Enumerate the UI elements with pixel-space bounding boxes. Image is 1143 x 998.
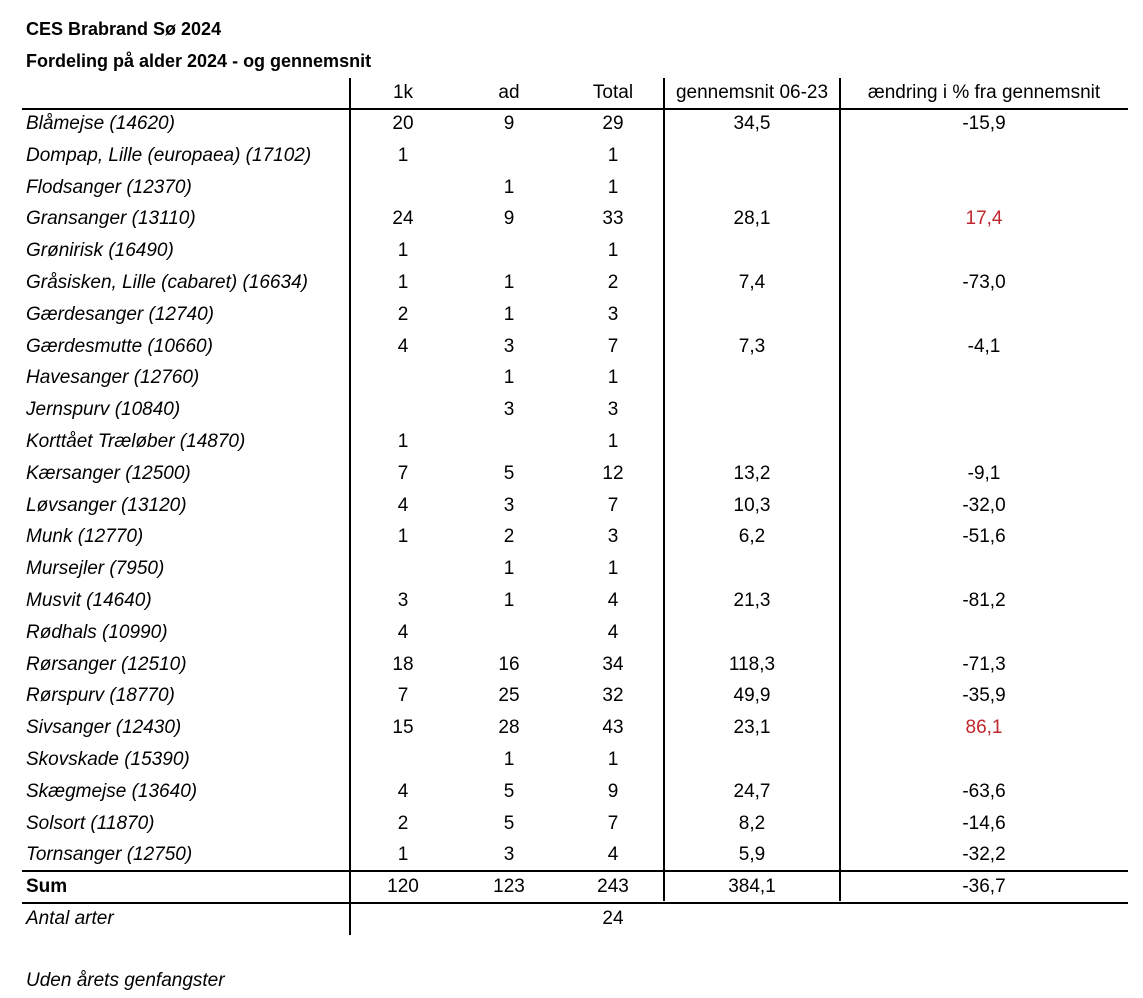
cell-total: 33 bbox=[602, 208, 624, 230]
cell-ad: 5 bbox=[503, 780, 515, 802]
cell-total: 1 bbox=[607, 176, 619, 198]
table-row bbox=[22, 235, 1128, 267]
cell-name: Kærsanger (12500) bbox=[26, 462, 191, 484]
cell-avg: 10,3 bbox=[733, 494, 771, 516]
cell-total: 1 bbox=[607, 240, 619, 262]
cell-chg: 86,1 bbox=[965, 717, 1003, 739]
cell-ad: 1 bbox=[503, 748, 515, 770]
cell-name: Gærdesmutte (10660) bbox=[26, 335, 213, 357]
cell-avg: 21,3 bbox=[733, 589, 771, 611]
cell-c1k: 4 bbox=[397, 335, 409, 357]
cell-c1k: 15 bbox=[392, 717, 414, 739]
cell-ad: 5 bbox=[503, 812, 515, 834]
table-row bbox=[22, 426, 1128, 458]
cell-avg: 5,9 bbox=[738, 844, 766, 866]
table-row bbox=[22, 458, 1128, 490]
cell-avg: 8,2 bbox=[738, 812, 766, 834]
sum-total: 243 bbox=[597, 876, 629, 898]
cell-ad: 1 bbox=[503, 271, 515, 293]
cell-c1k: 1 bbox=[397, 526, 409, 548]
table-row bbox=[22, 108, 1128, 140]
cell-avg: 7,4 bbox=[738, 271, 766, 293]
table-row bbox=[22, 140, 1128, 172]
cell-c1k: 3 bbox=[397, 589, 409, 611]
table-row bbox=[22, 712, 1128, 744]
cell-total: 29 bbox=[602, 113, 624, 134]
cell-ad: 16 bbox=[498, 653, 520, 675]
cell-chg: -81,2 bbox=[962, 589, 1006, 611]
sheet-title: CES Brabrand Sø 2024 bbox=[26, 19, 222, 39]
sum-row bbox=[22, 871, 1128, 903]
cell-ad: 1 bbox=[503, 303, 515, 325]
table-row bbox=[22, 331, 1128, 363]
cell-name: Munk (12770) bbox=[26, 526, 144, 548]
cell-ad: 9 bbox=[503, 208, 515, 230]
header-ad: ad bbox=[498, 82, 520, 103]
cell-chg: 17,4 bbox=[965, 208, 1003, 230]
cell-total: 2 bbox=[607, 271, 619, 293]
cell-name: Rødhals (10990) bbox=[26, 621, 168, 643]
cell-ad: 3 bbox=[503, 844, 515, 866]
cell-chg: -63,6 bbox=[962, 780, 1006, 802]
cell-avg: 34,5 bbox=[733, 113, 771, 134]
cell-total: 1 bbox=[607, 367, 619, 389]
cell-total: 12 bbox=[602, 462, 624, 484]
cell-total: 3 bbox=[607, 303, 619, 325]
table-row bbox=[22, 680, 1128, 712]
cell-ad: 3 bbox=[503, 399, 515, 421]
cell-name: Jernspurv (10840) bbox=[26, 399, 181, 421]
cell-name: Rørspurv (18770) bbox=[26, 685, 175, 707]
table-row bbox=[22, 490, 1128, 522]
column-divider-total bbox=[663, 78, 665, 901]
table-row bbox=[22, 394, 1128, 426]
cell-chg: -73,0 bbox=[962, 271, 1006, 293]
cell-avg: 49,9 bbox=[733, 685, 771, 707]
species-count-value: 24 bbox=[602, 907, 624, 929]
sheet-subtitle: Fordeling på alder 2024 - og gennemsnit bbox=[26, 51, 372, 71]
sum-rule-bottom bbox=[22, 902, 1128, 904]
cell-c1k: 4 bbox=[397, 494, 409, 516]
cell-ad: 9 bbox=[503, 113, 515, 134]
species-count-row bbox=[22, 903, 1128, 935]
cell-name: Flodsanger (12370) bbox=[26, 176, 192, 198]
cell-chg: -32,2 bbox=[962, 844, 1006, 866]
cell-name: Løvsanger (13120) bbox=[26, 494, 187, 516]
cell-avg: 13,2 bbox=[733, 462, 771, 484]
cell-c1k: 20 bbox=[392, 113, 414, 134]
species-rows bbox=[22, 108, 1128, 871]
cell-total: 4 bbox=[607, 621, 619, 643]
table-row bbox=[22, 553, 1128, 585]
cell-chg: -51,6 bbox=[962, 526, 1006, 548]
table-row bbox=[22, 776, 1128, 808]
cell-total: 7 bbox=[607, 335, 619, 357]
cell-ad: 1 bbox=[503, 558, 515, 580]
cell-c1k: 1 bbox=[397, 240, 409, 262]
cell-chg: -32,0 bbox=[962, 494, 1006, 516]
sum-label: Sum bbox=[26, 876, 68, 898]
cell-total: 3 bbox=[607, 526, 619, 548]
column-divider-name bbox=[349, 78, 351, 935]
cell-name: Havesanger (12760) bbox=[26, 367, 200, 389]
table-row bbox=[22, 172, 1128, 204]
cell-total: 1 bbox=[607, 144, 619, 166]
cell-total: 43 bbox=[602, 717, 624, 739]
cell-ad: 28 bbox=[498, 717, 520, 739]
header-1k: 1k bbox=[392, 82, 414, 103]
cell-c1k: 2 bbox=[397, 303, 409, 325]
cell-name: Gråsisken, Lille (cabaret) (16634) bbox=[26, 271, 308, 293]
cell-ad: 1 bbox=[503, 176, 515, 198]
header-average: gennemsnit 06-23 bbox=[675, 82, 829, 103]
cell-c1k: 1 bbox=[397, 271, 409, 293]
table-row bbox=[22, 203, 1128, 235]
cell-c1k: 7 bbox=[397, 462, 409, 484]
cell-name: Grønirisk (16490) bbox=[26, 240, 174, 262]
table-row bbox=[22, 362, 1128, 394]
sum-average: 384,1 bbox=[728, 876, 776, 898]
cell-name: Solsort (11870) bbox=[26, 812, 155, 834]
cell-name: Sivsanger (12430) bbox=[26, 717, 182, 739]
cell-c1k: 24 bbox=[392, 208, 414, 230]
cell-name: Dompap, Lille (europaea) (17102) bbox=[26, 144, 312, 166]
cell-ad: 2 bbox=[503, 526, 515, 548]
cell-avg: 28,1 bbox=[733, 208, 771, 230]
cell-name: Mursejler (7950) bbox=[26, 558, 165, 580]
cell-total: 34 bbox=[602, 653, 624, 675]
cell-chg: -4,1 bbox=[967, 335, 1001, 357]
cell-name: Musvit (14640) bbox=[26, 589, 152, 611]
cell-ad: 5 bbox=[503, 462, 515, 484]
cell-avg: 7,3 bbox=[738, 335, 766, 357]
sum-rule-top bbox=[22, 870, 1128, 872]
header-change: ændring i % fra gennemsnit bbox=[867, 82, 1101, 103]
cell-ad: 3 bbox=[503, 494, 515, 516]
table-row bbox=[22, 649, 1128, 681]
table-row bbox=[22, 299, 1128, 331]
header-total: Total bbox=[592, 82, 634, 103]
sum-ad: 123 bbox=[493, 876, 525, 898]
cell-chg: -35,9 bbox=[962, 685, 1006, 707]
cell-name: Gærdesanger (12740) bbox=[26, 303, 214, 325]
table-row bbox=[22, 617, 1128, 649]
column-divider-average bbox=[839, 78, 841, 901]
cell-total: 32 bbox=[602, 685, 624, 707]
cell-c1k: 18 bbox=[392, 653, 414, 675]
cell-total: 1 bbox=[607, 558, 619, 580]
cell-total: 4 bbox=[607, 844, 619, 866]
cell-chg: -14,6 bbox=[962, 812, 1006, 834]
species-count-label: Antal arter bbox=[26, 907, 114, 929]
cell-avg: 118,3 bbox=[728, 653, 776, 675]
cell-name: Skovskade (15390) bbox=[26, 748, 190, 770]
cell-total: 7 bbox=[607, 812, 619, 834]
cell-c1k: 4 bbox=[397, 621, 409, 643]
sum-1k: 120 bbox=[387, 876, 419, 898]
cell-ad: 3 bbox=[503, 335, 515, 357]
table-row bbox=[22, 585, 1128, 617]
cell-name: Skægmejse (13640) bbox=[26, 780, 198, 802]
data-table bbox=[22, 78, 1128, 935]
cell-ad: 25 bbox=[498, 685, 520, 707]
table-row bbox=[22, 808, 1128, 840]
cell-c1k: 1 bbox=[397, 144, 409, 166]
cell-avg: 6,2 bbox=[738, 526, 766, 548]
cell-ad: 1 bbox=[503, 589, 515, 611]
table-row bbox=[22, 521, 1128, 553]
header-row bbox=[22, 78, 1128, 108]
cell-name: Gransanger (13110) bbox=[26, 208, 196, 230]
cell-chg: -15,9 bbox=[962, 113, 1006, 134]
cell-c1k: 2 bbox=[397, 812, 409, 834]
cell-c1k: 1 bbox=[397, 430, 409, 452]
table-row bbox=[22, 267, 1128, 299]
cell-c1k: 1 bbox=[397, 844, 409, 866]
cell-name: Rørsanger (12510) bbox=[26, 653, 187, 675]
cell-chg: -71,3 bbox=[962, 653, 1006, 675]
cell-total: 7 bbox=[607, 494, 619, 516]
cell-name: Korttået Træløber (14870) bbox=[26, 430, 246, 452]
cell-ad: 1 bbox=[503, 367, 515, 389]
cell-total: 9 bbox=[607, 780, 619, 802]
cell-name: Tornsanger (12750) bbox=[26, 844, 193, 866]
cell-total: 3 bbox=[607, 399, 619, 421]
cell-total: 4 bbox=[607, 589, 619, 611]
cell-total: 1 bbox=[607, 430, 619, 452]
sum-change: -36,7 bbox=[962, 876, 1006, 898]
cell-name: Blåmejse (14620) bbox=[26, 113, 175, 134]
cell-total: 1 bbox=[607, 748, 619, 770]
cell-avg: 23,1 bbox=[733, 717, 771, 739]
cell-c1k: 7 bbox=[397, 685, 409, 707]
cell-chg: -9,1 bbox=[967, 462, 1001, 484]
footnote: Uden årets genfangster bbox=[26, 970, 225, 991]
cell-c1k: 4 bbox=[397, 780, 409, 802]
table-row bbox=[22, 839, 1128, 871]
table-row bbox=[22, 744, 1128, 776]
cell-avg: 24,7 bbox=[733, 780, 771, 802]
